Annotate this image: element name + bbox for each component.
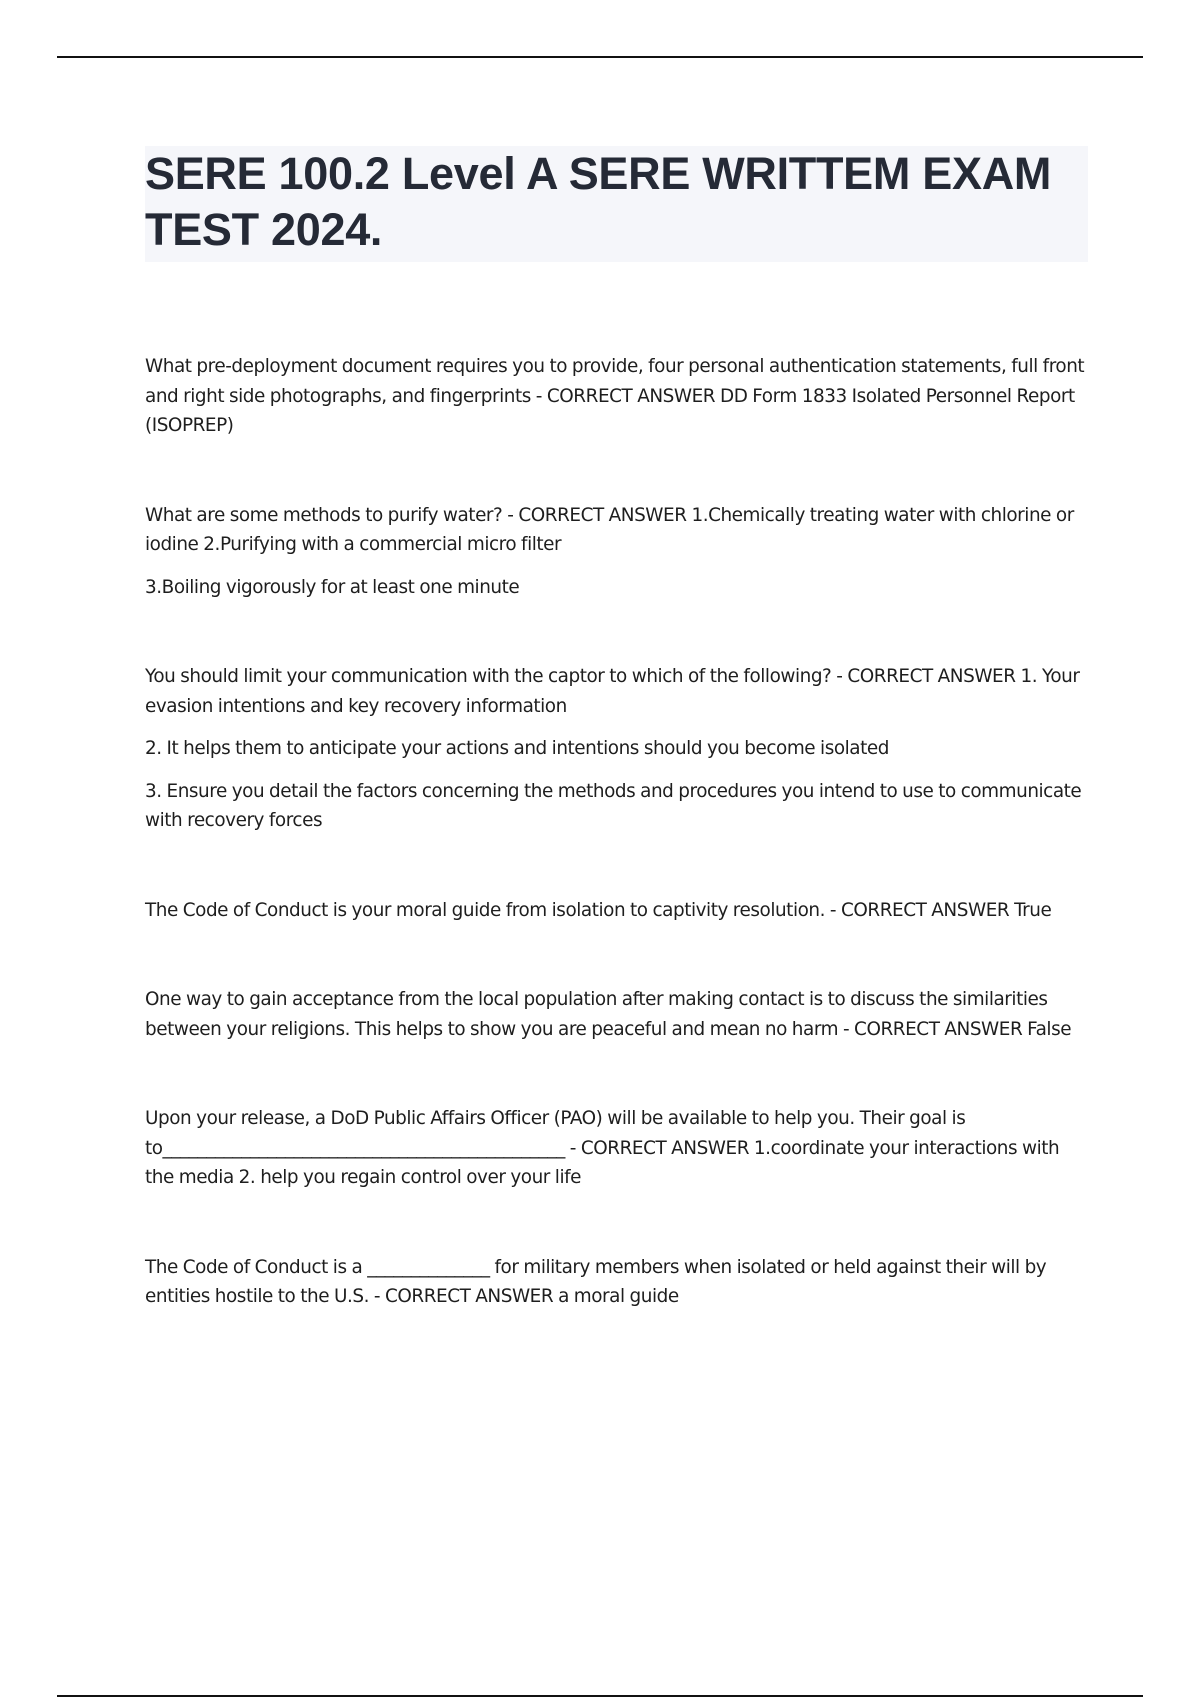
question-text: What pre-deployment document requires you to provide, four personal authentication statements, full front and right side photographs, and fingerprints - CORRECT ANSWER DD Form 1833 Isolated Personnel Report (ISOPREP) — [145, 356, 1085, 436]
question-text: You should limit your communication with the captor to which of the following? - CORRECT ANSWER 1. Your evasion intentions and key recovery information — [145, 666, 1080, 717]
question-text: The Code of Conduct is a ______________ for military members when isolated or held against their will by entities hostile to the U.S. - CORRECT ANSWER a moral guide — [145, 1256, 1047, 1307]
answer-continuation: 2. It helps them to anticipate your actions and intentions should you become isolated — [145, 738, 889, 759]
title-banner — [145, 146, 1088, 262]
question-item — [145, 985, 1088, 1044]
question-item — [145, 1104, 1088, 1193]
document-title: SERE 100.2 Level A SERE WRITTEM EXAM TEST 2024. — [145, 148, 1052, 255]
document-body — [145, 146, 1088, 1372]
question-item — [145, 501, 1088, 603]
question-text: What are some methods to purify water? - CORRECT ANSWER 1.Chemically treating water with chlorine or iodine 2.Purifying with a commercial micro filter — [145, 504, 1074, 555]
question-item — [145, 352, 1088, 441]
question-item — [145, 896, 1088, 926]
question-text: One way to gain acceptance from the local population after making contact is to discuss the similarities between your religions. This helps to show you are peaceful and mean no harm - CORRECT ANSWER False — [145, 989, 1072, 1040]
answer-continuation: 3.Boiling vigorously for at least one minute — [145, 576, 520, 598]
question-list — [145, 352, 1088, 1312]
question-text: Upon your release, a DoD Public Affairs Officer (PAO) will be available to help you. Their goal is to______________________________________________ - CORRECT ANSWER 1.coordinate your interactions with the media 2. help you regain control over your life — [145, 1108, 1060, 1188]
answer-continuation: 3. Ensure you detail the factors concerning the methods and procedures you intend to use to communicate with recovery forces — [145, 780, 1082, 831]
question-item — [145, 662, 1088, 836]
top-rule — [57, 56, 1143, 58]
bottom-rule — [57, 1695, 1143, 1697]
question-item — [145, 1253, 1088, 1312]
question-text: The Code of Conduct is your moral guide from isolation to captivity resolution. - CORRECT ANSWER True — [145, 899, 1052, 921]
